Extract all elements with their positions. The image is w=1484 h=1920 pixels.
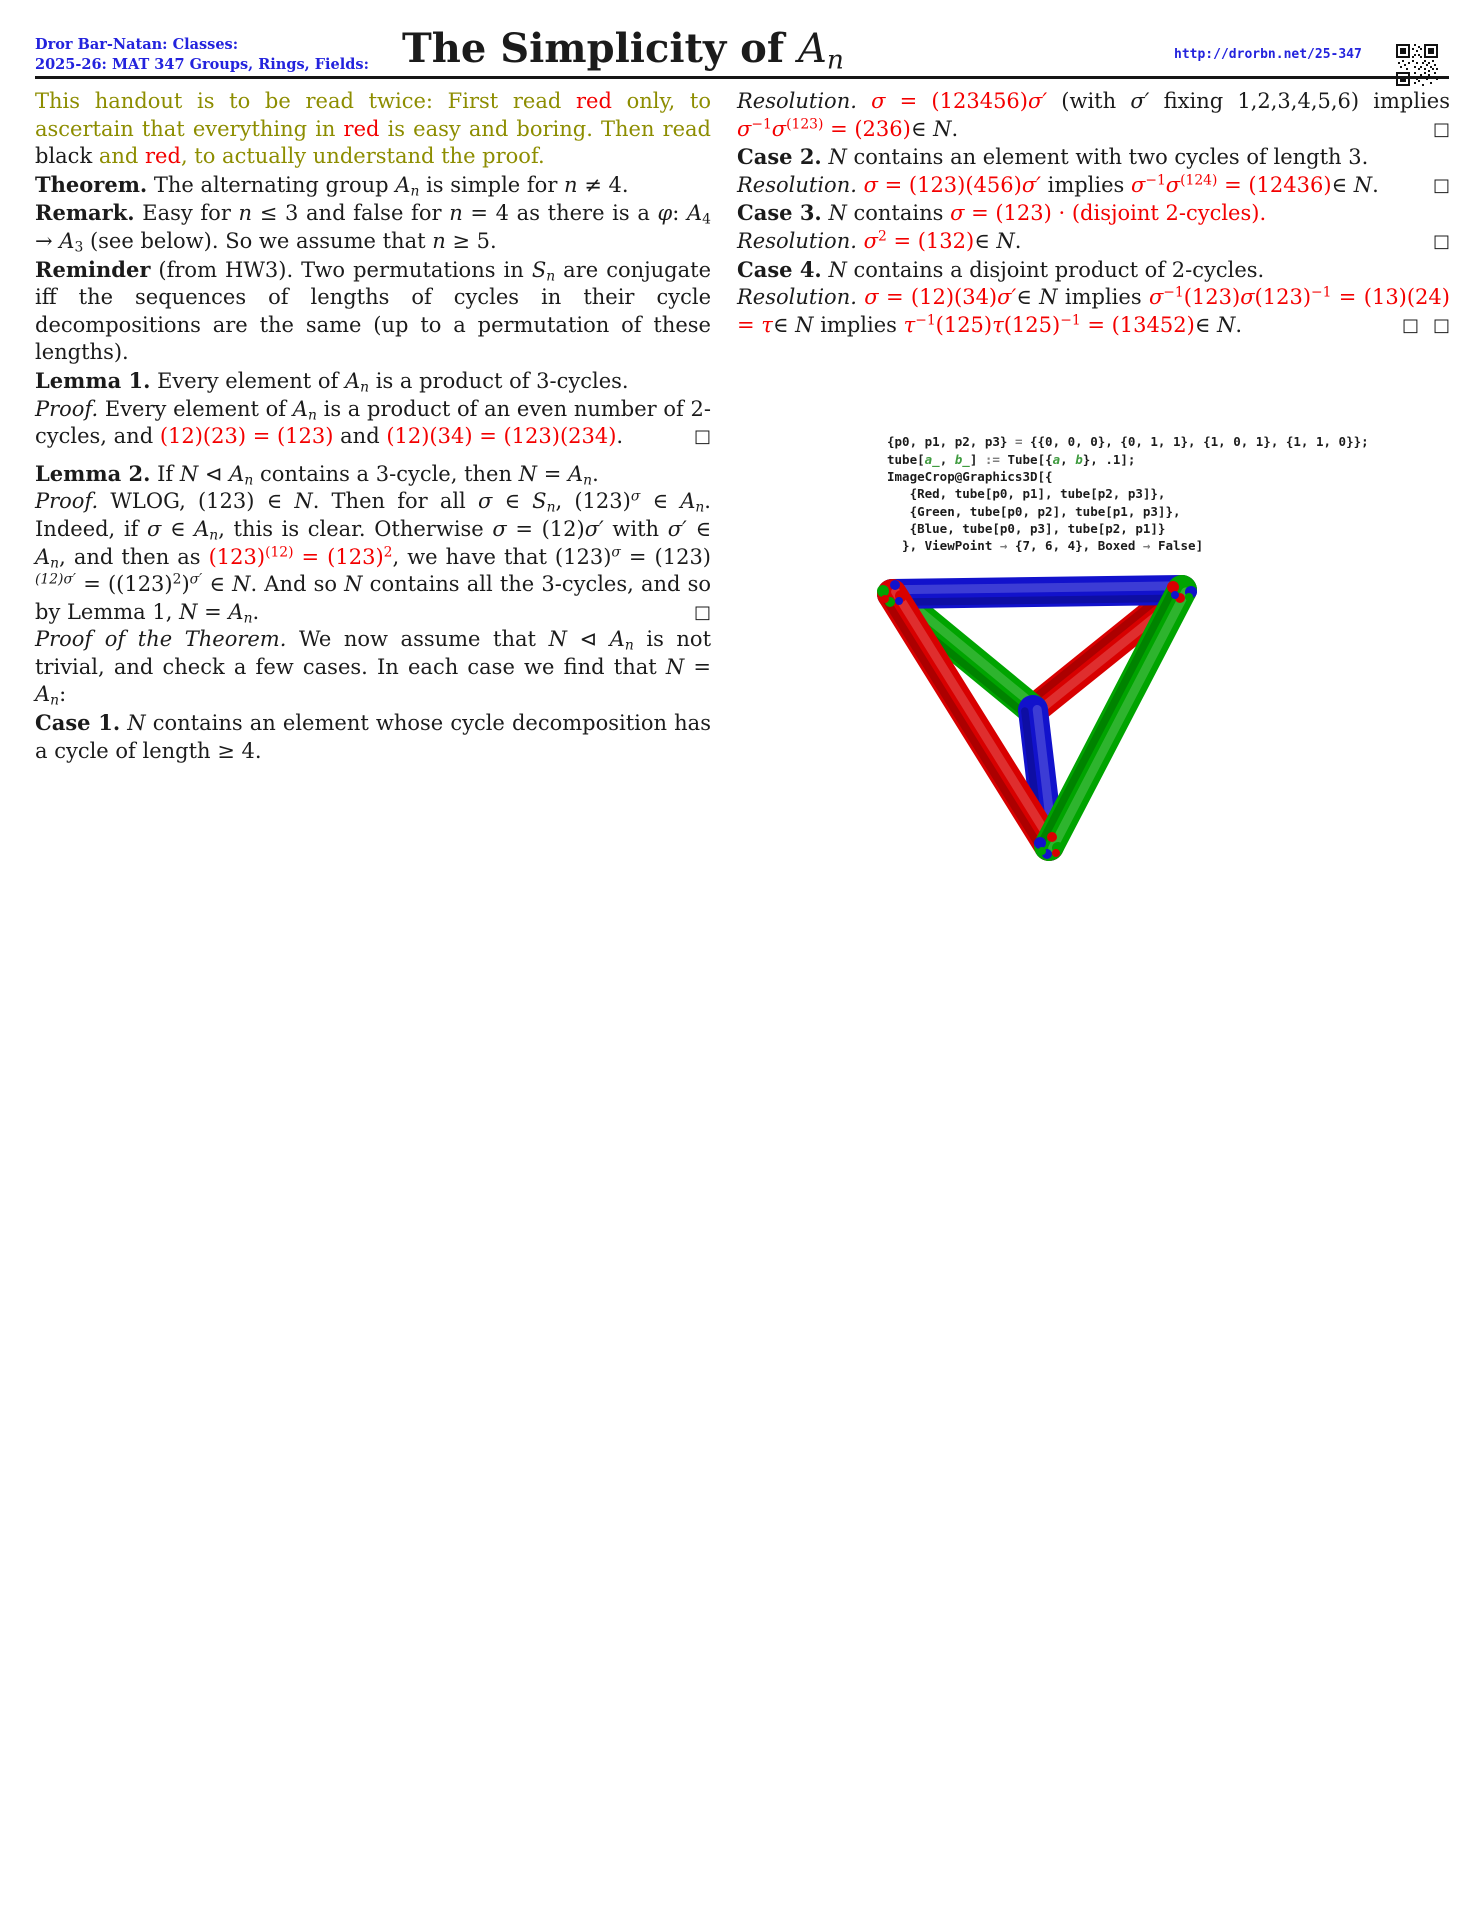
lemma-2-proof: Proof. WLOG, (123) ∈ N. Then for all σ ∈ $S_n$, $(123)^\sigma$ ∈ $A_n$. Indeed, if σ ∈ $A_n$, this is clear. Otherwise σ = (12)σ′ with σ′ ∈ $A_n$, and then as $(123)^{(12)} = (123)^2$, we have that $(123)^\sigma = (123)^{(12)\sigma'} = ((123)^2)^{\sigma'}$ ∈ N. And so N contains all the 3-cycles, and so by Lemma 1, $N = A_n$. □ bbox=[35, 488, 711, 627]
case-2-resolution: Resolution. σ = (123)(456)σ′ implies $\sigma^{-1}\sigma^{(124)}$ = (12436)∈ N. □ bbox=[737, 172, 1450, 200]
header-divider bbox=[35, 76, 1449, 79]
vertex-cap-speckle bbox=[881, 595, 889, 603]
vertex-cap-speckle bbox=[877, 585, 889, 597]
handout-url-link[interactable]: http://drorbn.net/25-347 bbox=[1174, 47, 1362, 62]
qed-box: □ bbox=[1432, 314, 1450, 336]
tetrahedron-3d-graphic bbox=[845, 560, 1240, 890]
qed-box: □ bbox=[693, 426, 711, 448]
case-3: Case 3. N contains σ = (123) · (disjoint 2-cycles). bbox=[737, 200, 1267, 226]
code-line: {Green, tube[p0, p2], tube[p1, p3]}, bbox=[887, 503, 1181, 519]
code-line: {p0, p1, p2, p3} = {{0, 0, 0}, {0, 1, 1}, {1, 0, 1}, {1, 1, 0}}; bbox=[887, 434, 1369, 450]
proof-of-theorem: Proof of the Theorem. We now assume that N ⊲ $A_n$ is not trivial, and check a few cases. In each case we find that $N = A_n$: bbox=[35, 627, 712, 709]
page-title: The Simplicity of $A_n$ bbox=[402, 25, 844, 76]
qed-box: □ bbox=[1432, 174, 1450, 196]
code-line: {Red, tube[p0, p1], tube[p2, p3]}, bbox=[887, 486, 1166, 502]
qed-box: □ bbox=[1401, 314, 1419, 336]
left-column bbox=[35, 88, 711, 765]
header-affiliation bbox=[35, 35, 369, 74]
case-1: Case 1. N contains an element whose cycle decomposition has a cycle of length ≥ 4. bbox=[35, 710, 711, 763]
vertex-cap-speckle bbox=[1185, 593, 1193, 601]
mathematica-code-block bbox=[887, 433, 1450, 554]
reminder: Reminder (from HW3). Two permutations in $S_n$ are conjugate iff the sequences of lengths of cycles in their cycle decompositions are the same (up to a permutation of these lengths). bbox=[35, 256, 711, 365]
case-2: Case 2. N contains an element with two cycles of length 3. bbox=[737, 144, 1369, 170]
intro-note: This handout is to be read twice: First read red only, to ascertain that everything in red is easy and boring. Then read black and red, to actually understand the proof. bbox=[35, 89, 711, 169]
lemma-1: Lemma 1. Every element of $A_n$ is a product of 3-cycles. bbox=[35, 367, 629, 396]
theorem: Theorem. The alternating group $A_n$ is simple for n ≠ 4. bbox=[35, 171, 629, 200]
code-line: {Blue, tube[p0, p3], tube[p2, p1]} bbox=[887, 520, 1166, 536]
case-1-resolution: Resolution. σ = (123456)σ′ (with σ′ fixing 1,2,3,4,5,6) implies $\sigma^{-1}\sigma^{(123)}$ = (236)∈ N. □ bbox=[737, 88, 1450, 143]
code-line: tube[a_, b_] := Tube[{a, b}, .1]; bbox=[887, 451, 1136, 467]
affiliation-link-classes[interactable]: Dror Bar-Natan: Classes: bbox=[35, 36, 239, 53]
lemma-2: Lemma 2. If N ⊲ $A_n$ contains a 3-cycle, then $N = A_n$. bbox=[35, 460, 599, 489]
vertex-cap-speckle bbox=[895, 597, 903, 605]
tetrahedron-figure bbox=[845, 560, 1450, 890]
qed-box: □ bbox=[1432, 118, 1450, 140]
vertex-cap-speckle bbox=[890, 580, 900, 590]
vertex-cap-speckle bbox=[1038, 847, 1046, 855]
vertex-cap-speckle bbox=[1180, 576, 1190, 586]
vertex-cap-speckle bbox=[1167, 581, 1179, 593]
lemma-1-proof: Proof. Every element of $A_n$ is a product of an even number of 2-cycles, and (12)(23) = (123) and (12)(34) = (123)(234). □ bbox=[35, 396, 711, 451]
vertex-cap-speckle bbox=[1034, 837, 1046, 849]
case-4: Case 4. N contains a disjoint product of 2-cycles. bbox=[737, 256, 1265, 282]
case-4-resolution: Resolution. σ = (12)(34)σ′∈ N implies $\sigma^{-1}(123)\sigma(123)^{-1} = (13)(24)$ = τ∈ N implies $\tau^{-1}(125)\tau(125)^{-1}$ = (13452)∈ N. □ □ bbox=[737, 284, 1450, 339]
vertex-cap-speckle bbox=[1171, 591, 1179, 599]
affiliation-link-course[interactable]: 2025-26: MAT 347 Groups, Rings, Fields: bbox=[35, 55, 369, 73]
right-column bbox=[737, 88, 1450, 890]
qed-box: □ bbox=[693, 601, 711, 623]
code-line: ImageCrop@Graphics3D[{ bbox=[887, 468, 1053, 484]
case-3-resolution: Resolution. $\sigma^2$ = (132)∈ N. □ bbox=[737, 228, 1450, 256]
vertex-cap-speckle bbox=[1052, 849, 1060, 857]
qed-box: □ bbox=[1432, 230, 1450, 252]
remark: Remark. Easy for n ≤ 3 and false for n = 4 as there is a φ: $A_4 \to A_3$ (see below). So we assume that n ≥ 5. bbox=[35, 200, 711, 256]
right-column-text bbox=[737, 88, 1450, 339]
code-line: }, ViewPoint → {7, 6, 4}, Boxed → False] bbox=[887, 538, 1204, 554]
qr-code-icon bbox=[1396, 44, 1438, 86]
vertex-cap-speckle bbox=[1047, 832, 1057, 842]
